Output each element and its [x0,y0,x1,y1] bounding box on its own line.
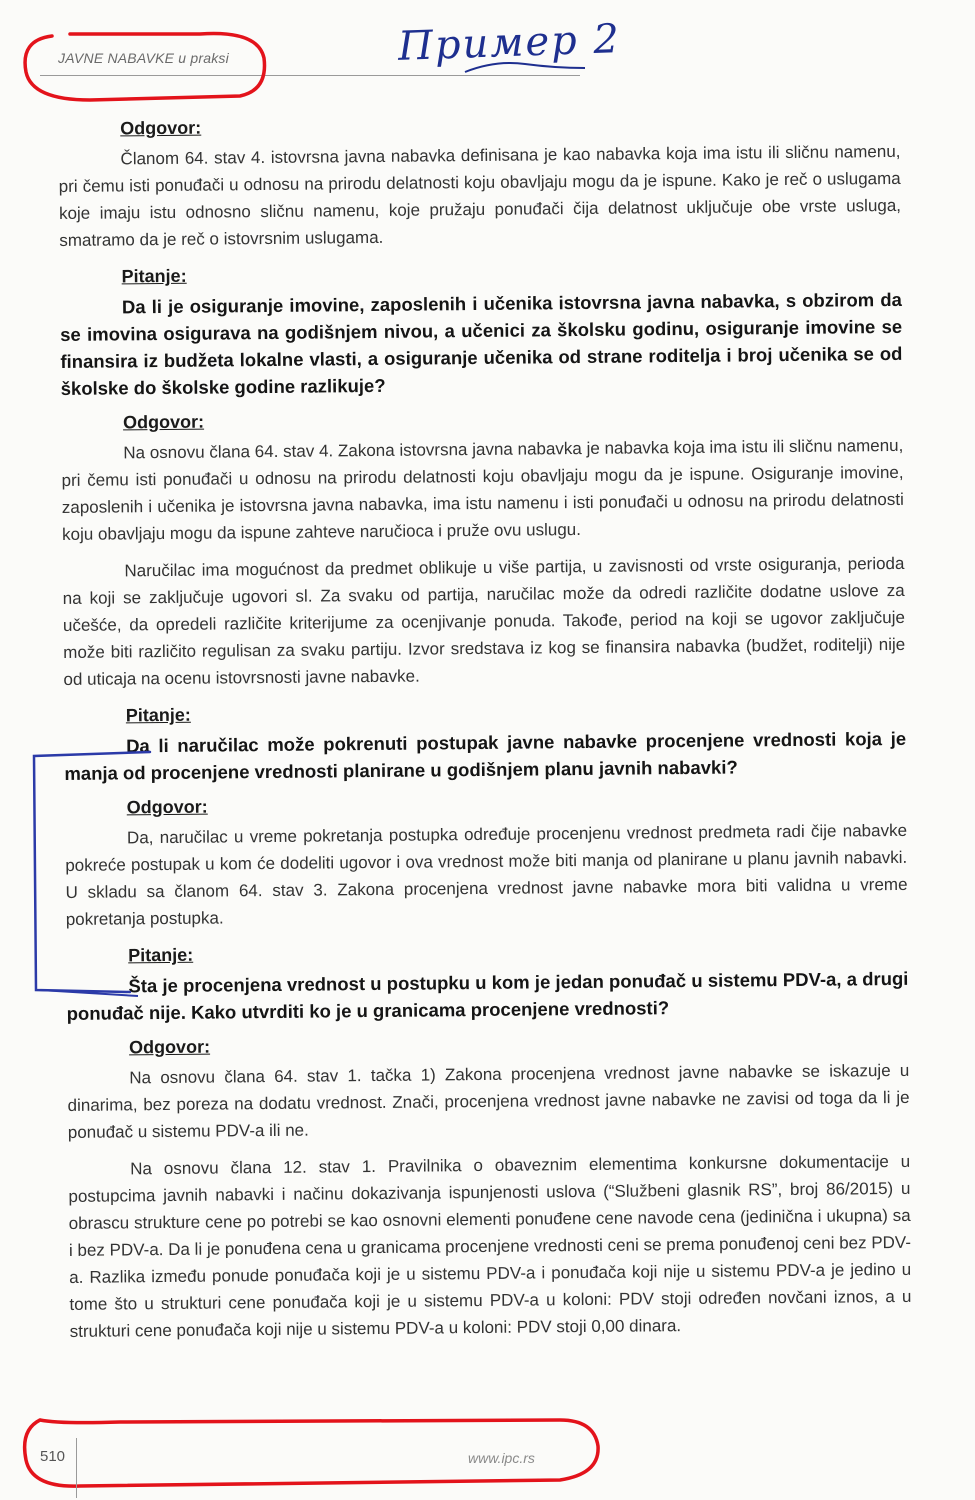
question-text: Da li je osiguranje imovine, zaposlenih i učenika istovrsna javna nabavka, s obzirom da se imovina osigurava na godišnjem nivou, a učenici za školsku godinu, osiguranje imovine se finansira iz budžeta lokalne vlasti, a osiguranje učenika od strane roditelja i broj učenika se od školske do školske godine razlikuje? [60,288,903,399]
answer-paragraph: Na osnovu člana 12. stav 1. Pravilnika o obaveznim elementima konkursne dokumentacije u postupcima javnih nabavki i načinu dokazivanja ispunjenosti uslova (“Službeni glasnik RS”, broj 86/2015) u obrascu strukture cene po potrebi se kao osnovni elementi ponuđene cene navode cena (jedinična i ukupna) sa i bez PDV-a. Da li je ponuđena cena u granicama procenjene vrednosti ceni se prema ponuđenoj ceni bez PDV-a. Razlika između ponude ponuđača koji je u sistemu PDV-a i ponuđača koji nije u sistemu PDV-a je jedino u tome što u strukturi cene ponuđača koji je u sistemu PDV-a u koloni: PDV stoji određen novčani iznos, a u strukturi cene ponuđača koji nije u sistemu PDV-a u koloni: PDV stoji 0,00 dinara. [68,1151,912,1341]
answer-paragraph: Članom 64. stav 4. istovrsna javna nabavka definisana je kao nabavka koja ima istu ili sličnu namenu, pri čemu isti ponuđači u odnosu na prirodu delatnosti koju obavljaju mogu da je ispune. Kako je reč o uslugama koje imaju istu odnosno sličnu namenu, koje pružaju ponuđači čija delatnost uključuje obe vrste usluga, smatramo da je reč o istovrsnim uslugama. [58,141,902,250]
answer-paragraph: Na osnovu člana 64. stav 1. tačka 1) Zakona procenjena vrednost javne nabavke se iskazuje u dinarima, bez poreza na dodatu vrednost. Znači, procenjena vrednost javne nabavke ne zavisi od toga da li je ponuđač u sistemu PDV-a ili ne. [67,1060,910,1142]
question-text: Šta je procenjena vrednost u postupku u kom je jedan ponuđač u sistemu PDV-a, a drugi ponuđač nije. Kako utvrditi ko je u granicama procenjene vrednosti? [66,967,909,1024]
answer-paragraph: Da, naručilac u vreme pokretanja postupka određuje procenjenu vrednost predmeta radi čije nabavke pokreće postupak u kom će dodeliti ugovor i ova vrednost može biti manja od planirane u planu javnih nabavki. U skladu sa članom 64. stav 3. Zakona procenjena vrednost javne nabavke mora biti validna u vreme pokretanja postupka. [65,820,908,929]
margin-bracket [34,752,150,992]
section-label: Odgovor: [126,796,208,818]
section-label: Pitanje: [128,944,194,966]
section-label: Pitanje: [125,704,191,726]
header-red-circle [25,34,264,101]
page-number: 510 [40,1448,66,1465]
section-label: Odgovor: [120,117,202,139]
question-text: Da li naručilac može pokrenuti postupak javne nabavke procenjene vrednosti koja je manja od procenjene vrednosti planirane u godišnjem planu javnih nabavki? [64,727,907,784]
running-header-title: JAVNE NABAVKE u praksi [58,50,229,66]
footer-url: www.ipc.rs [468,1450,535,1466]
answer-paragraph: Naručilac ima mogućnost da predmet oblikuje u više partija, u zavisnosti od vrste osiguranja, perioda na koji se zaključuje ugovori sl. Za svaku od partija, naručilac može da odredi različite dodatne uslove za učešće, da opredeli različite kriterijume za ocenjivanje ponuda. Takođe, period na koji se ugovor zaključuje može biti različito regulisan za svaku partiju. Izvor sredstava iz kog se finansira nabavka (budžet, roditelji) nije od uticaja na ocenu istovrsnosti javne nabavke. [62,553,906,689]
footer-divider [76,1438,77,1498]
handwritten-note: Пример 2 [397,16,622,70]
section-label: Odgovor: [122,411,205,433]
answer-paragraph: Na osnovu člana 64. stav 4. Zakona istovrsna javna nabavka je nabavka koja ima istu ili sličnu namenu, pri čemu isti ponuđači u odnosu na prirodu delatnosti koju obavljaju mogu da je ispune. Osiguranje imovine, zaposlenih i učenika je istovrsna javna nabavka, ima istu namenu i isti ponuđači u odnosu na prirodu delatnosti koju obavljaju mogu da ispune zahteve naručioca i pruže ovu uslugu. [61,435,904,544]
section-label: Odgovor: [128,1036,211,1058]
section-label: Pitanje: [121,265,187,287]
